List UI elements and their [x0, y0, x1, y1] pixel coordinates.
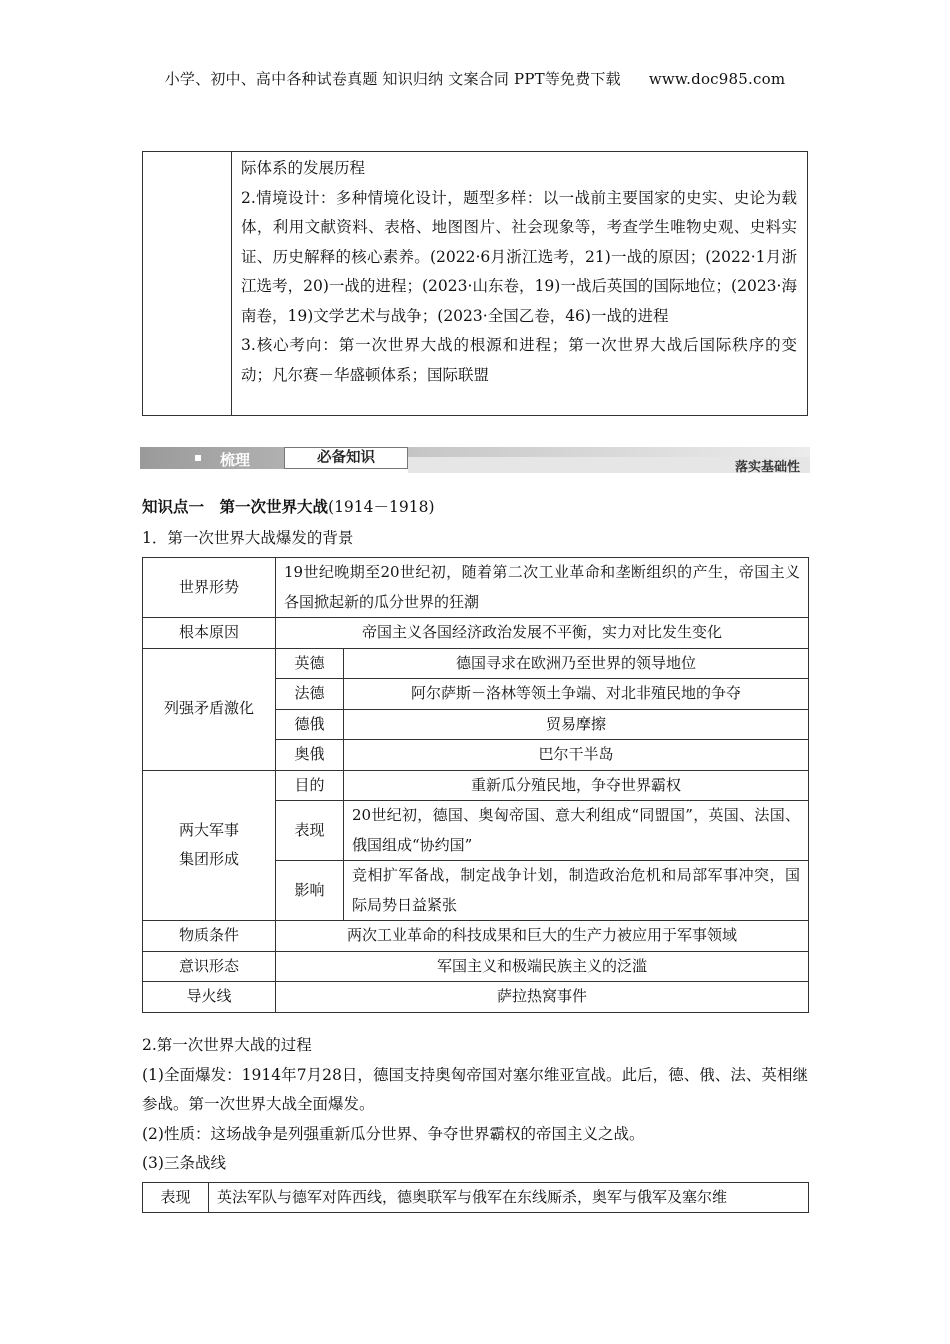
cell-label: 意识形态 — [143, 951, 276, 982]
cell-sub-label: 英德 — [276, 648, 344, 679]
cell-label — [143, 770, 276, 921]
knowledge-point-title — [142, 496, 435, 518]
cell-label: 列强矛盾激化 — [143, 648, 276, 770]
cell-value: 贸易摩擦 — [344, 709, 809, 740]
cell-value: 帝国主义各国经济政治发展不平衡，实力对比发生变化 — [276, 618, 809, 649]
requirements-text — [241, 154, 797, 390]
sub-heading-background: 1．第一次世界大战爆发的背景 — [142, 529, 354, 547]
cell-value: 竞相扩军备战，制定战争计划，制造政治危机和局部军事冲突，国际局势日益紧张 — [344, 861, 809, 921]
banner-label-1: 梳理 — [220, 451, 251, 469]
banner-right-label: 落实基础性 — [734, 460, 800, 475]
blocs-label-line-1: 两大军事 — [178, 820, 239, 839]
table-row — [143, 648, 809, 679]
process-paragraph-3: (3)三条战线 — [142, 1154, 226, 1172]
page-header — [0, 68, 950, 89]
fronts-table — [142, 1182, 809, 1213]
table-row — [143, 951, 809, 982]
header-url[interactable]: www.doc985.com — [648, 70, 786, 88]
cell-label: 根本原因 — [143, 618, 276, 649]
banner-label-2: 必备知识 — [284, 447, 408, 469]
blocs-label-line-2: 集团形成 — [178, 850, 239, 869]
cell-value: 重新瓜分殖民地，争夺世界霸权 — [344, 770, 809, 801]
cell-value: 德国寻求在欧洲乃至世界的领导地位 — [344, 648, 809, 679]
cell-sub-label: 表现 — [276, 801, 344, 861]
requirements-line-3: 3.核心考向：第一次世界大战的根源和进程；第一次世界大战后国际秩序的变动；凡尔赛－华盛顿体系；国际联盟 — [241, 336, 797, 384]
cell-sub-label: 影响 — [276, 861, 344, 921]
kp-title-text: 知识点一 第一次世界大战 — [142, 498, 329, 516]
cell-label: 世界形势 — [143, 558, 276, 618]
cell-value: 英法军队与德军对阵西线，德奥联军与俄军在东线厮杀，奥军与俄军及塞尔维 — [209, 1183, 809, 1213]
cell-sub-label: 目的 — [276, 770, 344, 801]
process-paragraph-2: (2)性质：这场战争是列强重新瓜分世界、争夺世界霸权的帝国主义之战。 — [142, 1124, 645, 1143]
section-banner — [140, 447, 810, 473]
cell-sub-label: 奥俄 — [276, 740, 344, 771]
banner-square-icon — [195, 455, 201, 461]
cell-value: 萨拉热窝事件 — [276, 982, 809, 1013]
table-row — [143, 1183, 809, 1213]
table-row — [143, 558, 809, 618]
header-text: 小学、初中、高中各种试卷真题 知识归纳 文案合同 PPT等免费下载 — [164, 70, 621, 88]
cell-sub-label: 德俄 — [276, 709, 344, 740]
table-row — [143, 618, 809, 649]
requirements-line-1: 际体系的发展历程 — [241, 159, 366, 177]
process-paragraph-1: (1)全面爆发：1914年7月28日，德国支持奥匈帝国对塞尔维亚宣战。此后，德、俄、法、英相继参战。第一次世界大战全面爆发。 — [142, 1065, 808, 1113]
table-row — [143, 921, 809, 952]
cell-value: 两次工业革命的科技成果和巨大的生产力被应用于军事领域 — [276, 921, 809, 952]
cell-label: 物质条件 — [143, 921, 276, 952]
cell-value: 巴尔干半岛 — [344, 740, 809, 771]
process-title: 2.第一次世界大战的过程 — [142, 1036, 312, 1054]
cell-value: 阿尔萨斯－洛林等领土争端、对北非殖民地的争夺 — [344, 679, 809, 710]
cell-value: 20世纪初，德国、奥匈帝国、意大利组成“同盟国”，英国、法国、俄国组成“协约国” — [344, 801, 809, 861]
cell-value: 19世纪晚期至20世纪初，随着第二次工业革命和垄断组织的产生，帝国主义各国掀起新的瓜分世界的狂潮 — [276, 558, 809, 618]
requirements-line-2: 2.情境设计：多种情境化设计，题型多样：以一战前主要国家的史实、史论为载体，利用文献资料、表格、地图图片、社会现象等，考查学生唯物史观、史料实证、历史解释的核心素养。(2022·6月浙江选考，21)一战的原因；(2022·1月浙江选考，20)一战的进程；(2023·山东卷，19)一战后英国的国际地位；(2023·海南卷，19)文学艺术与战争；(2023·全国乙卷，46)一战的进程 — [241, 188, 797, 325]
cell-label: 导火线 — [143, 982, 276, 1013]
cell-label: 表现 — [143, 1183, 209, 1213]
cell-value: 军国主义和极端民族主义的泛滥 — [276, 951, 809, 982]
process-section — [142, 1031, 808, 1179]
kp-years: (1914－1918) — [328, 498, 435, 516]
table-row — [143, 770, 809, 801]
requirements-left-column — [143, 152, 232, 415]
cell-sub-label: 法德 — [276, 679, 344, 710]
table-row — [143, 982, 809, 1013]
requirements-box — [142, 151, 808, 416]
background-table — [142, 557, 809, 1013]
